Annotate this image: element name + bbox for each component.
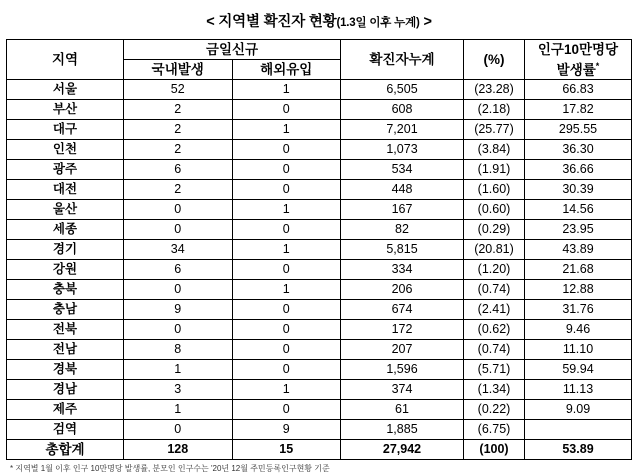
- cell-cumulative: 167: [341, 200, 464, 220]
- cell-cumulative: 172: [341, 320, 464, 340]
- cell-rate: 21.68: [525, 260, 632, 280]
- cell-percent: (0.74): [464, 340, 525, 360]
- cell-region: 충북: [7, 280, 124, 300]
- cell-domestic: 0: [124, 220, 233, 240]
- cell-cumulative: 61: [341, 400, 464, 420]
- table-row: [7, 220, 632, 240]
- cell-region: 제주: [7, 400, 124, 420]
- cell-cumulative: 674: [341, 300, 464, 320]
- cell-percent: (0.62): [464, 320, 525, 340]
- cell-domestic: 0: [124, 200, 233, 220]
- cell-rate: 36.30: [525, 140, 632, 160]
- cell-region: 강원: [7, 260, 124, 280]
- cell-domestic: 6: [124, 260, 233, 280]
- cell-cumulative: 334: [341, 260, 464, 280]
- cell-percent: (100): [464, 440, 525, 460]
- table-head: [7, 40, 632, 80]
- cell-domestic: 52: [124, 80, 233, 100]
- cell-overseas: 1: [232, 240, 341, 260]
- cell-rate: 66.83: [525, 80, 632, 100]
- cell-region: 인천: [7, 140, 124, 160]
- cell-domestic: 1: [124, 400, 233, 420]
- cell-rate: 11.10: [525, 340, 632, 360]
- cell-overseas: 0: [232, 100, 341, 120]
- table-footnote: * 지역별 1월 이후 인구 10만명당 발생률, 분모인 인구수는 '20년 12월 주민등록인구현황 기준: [10, 464, 330, 473]
- cell-domestic: 2: [124, 140, 233, 160]
- cell-percent: (1.20): [464, 260, 525, 280]
- cell-rate: [525, 420, 632, 440]
- cell-domestic: 0: [124, 420, 233, 440]
- cell-cumulative: 1,885: [341, 420, 464, 440]
- cell-region: 부산: [7, 100, 124, 120]
- cell-overseas: 0: [232, 220, 341, 240]
- cell-region: 경남: [7, 380, 124, 400]
- cell-percent: (3.84): [464, 140, 525, 160]
- cell-overseas: 0: [232, 160, 341, 180]
- cell-overseas: 0: [232, 360, 341, 380]
- column-header-new-today: 금일신규: [124, 40, 341, 60]
- cell-region: 검역: [7, 420, 124, 440]
- cell-overseas: 1: [232, 380, 341, 400]
- table-row: [7, 300, 632, 320]
- column-header-rate: [525, 40, 632, 80]
- cell-cumulative: 608: [341, 100, 464, 120]
- cell-percent: (1.91): [464, 160, 525, 180]
- cell-domestic: 34: [124, 240, 233, 260]
- cell-region: 경북: [7, 360, 124, 380]
- page-title-sub: (1.3일 이후 누계): [336, 17, 420, 29]
- cell-overseas: 0: [232, 140, 341, 160]
- regional-cases-table: [6, 39, 632, 460]
- cell-rate: 295.55: [525, 120, 632, 140]
- cell-domestic: 6: [124, 160, 233, 180]
- cell-cumulative: 1,073: [341, 140, 464, 160]
- table-row: [7, 340, 632, 360]
- column-header-rate-line2-wrap: [525, 58, 631, 79]
- cell-percent: (5.71): [464, 360, 525, 380]
- cell-region: 전남: [7, 340, 124, 360]
- table-row: [7, 380, 632, 400]
- table-total-row: [7, 440, 632, 460]
- table-header-row-1: [7, 40, 632, 60]
- cell-domestic: 2: [124, 180, 233, 200]
- cell-region: 충남: [7, 300, 124, 320]
- table-row: [7, 320, 632, 340]
- cell-rate: 53.89: [525, 440, 632, 460]
- cell-overseas: 0: [232, 400, 341, 420]
- table-row: [7, 180, 632, 200]
- column-header-domestic: 국내발생: [124, 60, 233, 80]
- cell-percent: (0.60): [464, 200, 525, 220]
- cell-region: 대전: [7, 180, 124, 200]
- cell-rate: 17.82: [525, 100, 632, 120]
- cell-percent: (23.28): [464, 80, 525, 100]
- table-row: [7, 160, 632, 180]
- cell-region: 경기: [7, 240, 124, 260]
- cell-rate: 43.89: [525, 240, 632, 260]
- cell-domestic: 3: [124, 380, 233, 400]
- cell-cumulative: 5,815: [341, 240, 464, 260]
- cell-domestic: 0: [124, 280, 233, 300]
- cell-rate: 59.94: [525, 360, 632, 380]
- cell-cumulative: 7,201: [341, 120, 464, 140]
- table-row: [7, 420, 632, 440]
- cell-rate: 14.56: [525, 200, 632, 220]
- cell-overseas: 1: [232, 120, 341, 140]
- cell-overseas: 0: [232, 300, 341, 320]
- cell-overseas: 1: [232, 80, 341, 100]
- table-row: [7, 120, 632, 140]
- table-row: [7, 140, 632, 160]
- cell-region: 대구: [7, 120, 124, 140]
- page-title-main: < 지역별 확진자 현황: [206, 14, 337, 30]
- column-header-overseas: 해외유입: [232, 60, 341, 80]
- cell-region: 서울: [7, 80, 124, 100]
- cell-cumulative: 27,942: [341, 440, 464, 460]
- cell-region: 전북: [7, 320, 124, 340]
- cell-rate: 9.09: [525, 400, 632, 420]
- cell-overseas: 0: [232, 340, 341, 360]
- cell-rate: 9.46: [525, 320, 632, 340]
- table-row: [7, 240, 632, 260]
- cell-overseas: 1: [232, 280, 341, 300]
- cell-overseas: 0: [232, 180, 341, 200]
- cell-percent: (1.34): [464, 380, 525, 400]
- cell-percent: (0.22): [464, 400, 525, 420]
- cell-domestic: 9: [124, 300, 233, 320]
- cell-cumulative: 448: [341, 180, 464, 200]
- table-body: [7, 80, 632, 460]
- column-header-rate-line1: 인구10만명당: [537, 41, 619, 57]
- table-row: [7, 400, 632, 420]
- column-header-percent: (%): [464, 40, 525, 80]
- page-title: [0, 0, 638, 39]
- table-row: [7, 200, 632, 220]
- cell-percent: (2.41): [464, 300, 525, 320]
- cell-rate: 23.95: [525, 220, 632, 240]
- cell-cumulative: 207: [341, 340, 464, 360]
- cell-domestic: 1: [124, 360, 233, 380]
- cell-cumulative: 206: [341, 280, 464, 300]
- cell-domestic: 128: [124, 440, 233, 460]
- cell-percent: (6.75): [464, 420, 525, 440]
- cell-overseas: 9: [232, 420, 341, 440]
- cell-domestic: 0: [124, 320, 233, 340]
- cell-cumulative: 6,505: [341, 80, 464, 100]
- cell-percent: (0.29): [464, 220, 525, 240]
- cell-overseas: 15: [232, 440, 341, 460]
- table-row: [7, 260, 632, 280]
- cell-region: 광주: [7, 160, 124, 180]
- cell-region: 울산: [7, 200, 124, 220]
- cell-domestic: 2: [124, 100, 233, 120]
- table-row: [7, 360, 632, 380]
- cell-overseas: 0: [232, 260, 341, 280]
- cell-domestic: 2: [124, 120, 233, 140]
- cell-cumulative: 82: [341, 220, 464, 240]
- cell-percent: (1.60): [464, 180, 525, 200]
- cell-domestic: 8: [124, 340, 233, 360]
- column-header-rate-line2: 발생률: [556, 62, 596, 78]
- table-row: [7, 80, 632, 100]
- cell-rate: 36.66: [525, 160, 632, 180]
- page-title-close: >: [419, 14, 432, 30]
- cell-overseas: 0: [232, 320, 341, 340]
- table-row: [7, 100, 632, 120]
- column-header-cumulative: 확진자누계: [341, 40, 464, 80]
- cell-percent: (2.18): [464, 100, 525, 120]
- cell-overseas: 1: [232, 200, 341, 220]
- column-header-rate-mark: *: [595, 60, 600, 71]
- table-row: [7, 280, 632, 300]
- cell-percent: (0.74): [464, 280, 525, 300]
- cell-region: 세종: [7, 220, 124, 240]
- cell-cumulative: 534: [341, 160, 464, 180]
- cell-cumulative: 374: [341, 380, 464, 400]
- column-header-region: 지역: [7, 40, 124, 80]
- cell-rate: 30.39: [525, 180, 632, 200]
- cell-rate: 11.13: [525, 380, 632, 400]
- cell-rate: 12.88: [525, 280, 632, 300]
- cell-percent: (25.77): [464, 120, 525, 140]
- cell-cumulative: 1,596: [341, 360, 464, 380]
- cell-percent: (20.81): [464, 240, 525, 260]
- cell-rate: 31.76: [525, 300, 632, 320]
- cell-region: 총합계: [7, 440, 124, 460]
